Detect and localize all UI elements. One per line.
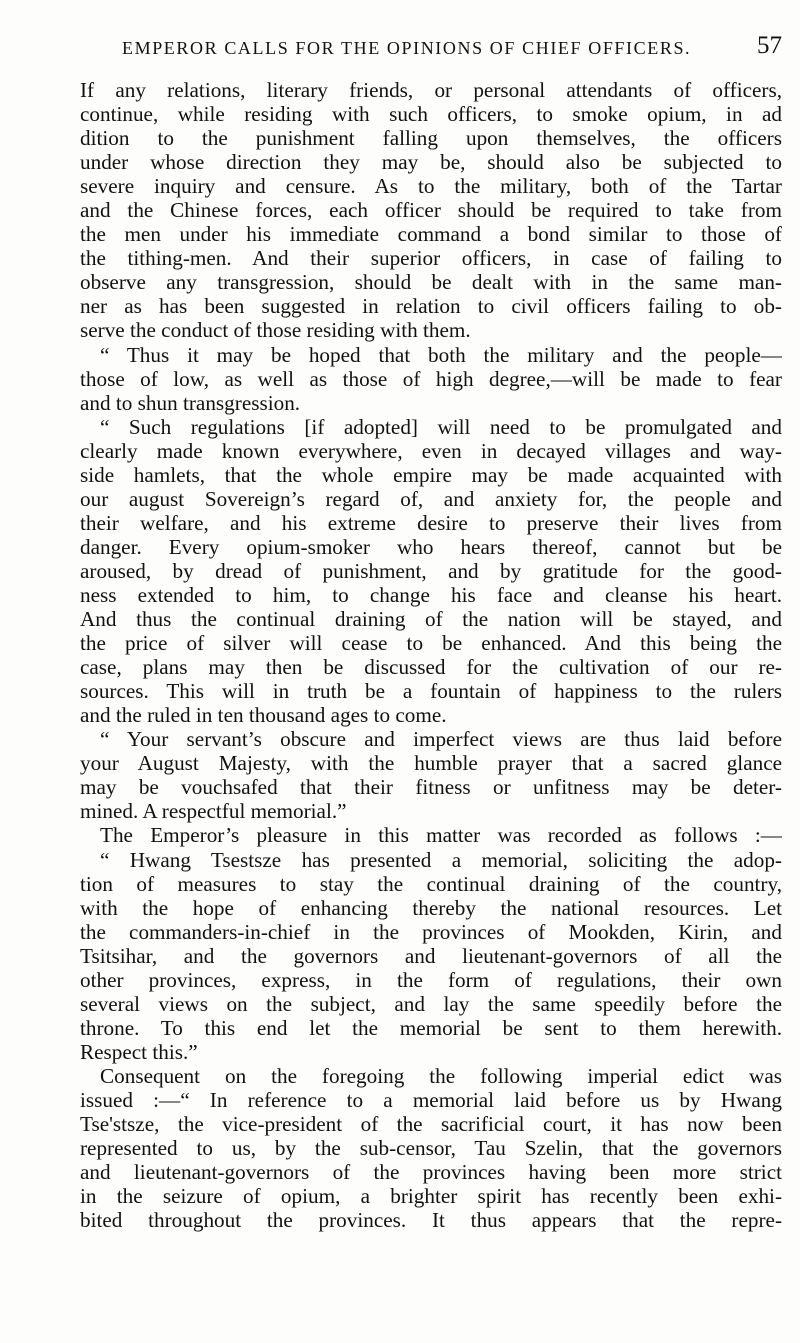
- text-line: serve the conduct of those residing with them.: [80, 318, 471, 343]
- text-line: Tsitsihar, and the governors and lieutenant-governors of all the: [80, 943, 782, 968]
- text-line: their welfare, and his extreme desire to preserve their lives from: [80, 510, 782, 535]
- text-line: “ Thus it may be hoped that both the military and the people—: [100, 342, 782, 367]
- text-line: and lieutenant-governors of the provinces having been more strict: [80, 1160, 782, 1185]
- text-line: danger. Every opium-smoker who hears thereof, cannot but be: [80, 534, 782, 559]
- text-line: severe inquiry and censure. As to the military, both of the Tartar: [80, 174, 782, 199]
- text-line: your August Majesty, with the humble prayer that a sacred glance: [80, 751, 782, 776]
- text-line: aroused, by dread of punishment, and by gratitude for the good-: [80, 558, 782, 583]
- text-line: clearly made known everywhere, even in decayed villages and way-: [80, 438, 782, 463]
- text-line: the commanders-in-chief in the provinces of Mookden, Kirin, and: [80, 919, 782, 944]
- text-line: And thus the continual draining of the nation will be stayed, and: [80, 607, 782, 632]
- text-line: “ Hwang Tsestsze has presented a memorial, soliciting the adop-: [100, 847, 782, 872]
- text-line: “ Such regulations [if adopted] will need to be promulgated and: [100, 414, 782, 439]
- text-line: Respect this.”: [80, 1039, 198, 1064]
- text-line: case, plans may then be discussed for the cultivation of our re-: [80, 655, 782, 680]
- text-line: sources. This will in truth be a fountain of happiness to the rulers: [80, 679, 782, 704]
- text-line: ness extended to him, to change his face and cleanse his heart.: [80, 582, 782, 607]
- text-line: and to shun transgression.: [80, 390, 301, 415]
- text-line: in the seizure of opium, a brighter spirit has recently been exhi-: [80, 1184, 782, 1209]
- text-line: our august Sovereign’s regard of, and anxiety for, the people and: [80, 486, 782, 511]
- text-line: represented to us, by the sub-censor, Tau Szelin, that the governors: [80, 1136, 782, 1161]
- text-line: observe any transgression, should be dealt with in the same man-: [80, 270, 782, 295]
- text-line: those of low, as well as those of high degree,—will be made to fear: [80, 366, 782, 391]
- text-line: continue, while residing with such officers, to smoke opium, in ad: [80, 102, 782, 127]
- text-line: mined. A respectful memorial.”: [80, 799, 347, 824]
- text-line: The Emperor’s pleasure in this matter was recorded as follows :—: [100, 823, 782, 848]
- text-line: under whose direction they may be, should also be subjected to: [80, 150, 782, 175]
- text-line: ner as has been suggested in relation to civil officers failing to ob-: [80, 294, 782, 319]
- text-line: with the hope of enhancing thereby the national resources. Let: [80, 895, 782, 920]
- text-line: bited throughout the provinces. It thus appears that the repre-: [80, 1208, 782, 1233]
- text-line: the price of silver will cease to be enhanced. And this being the: [80, 631, 782, 656]
- text-line: Tse'stsze, the vice-president of the sacrificial court, it has now been: [80, 1112, 782, 1137]
- text-line: issued :—“ In reference to a memorial laid before us by Hwang: [80, 1087, 782, 1112]
- text-line: the tithing-men. And their superior officers, in case of failing to: [80, 246, 782, 271]
- text-line: several views on the subject, and lay the same speedily before the: [80, 991, 782, 1016]
- text-line: other provinces, express, in the form of regulations, their own: [80, 967, 782, 992]
- text-line: and the Chinese forces, each officer should be required to take from: [80, 198, 782, 223]
- body-text: [80, 78, 782, 1232]
- running-head-title: EMPEROR CALLS FOR THE OPINIONS OF CHIEF OFFICERS.: [122, 38, 692, 58]
- text-line: throne. To this end let the memorial be sent to them herewith.: [80, 1015, 782, 1040]
- text-line: side hamlets, that the whole empire may be made acquainted with: [80, 462, 782, 487]
- page-number: 57: [757, 32, 782, 59]
- text-line: tion of measures to stay the continual draining of the country,: [80, 871, 782, 896]
- text-line: Consequent on the foregoing the following imperial edict was: [100, 1063, 782, 1088]
- text-line: the men under his immediate command a bond similar to those of: [80, 222, 782, 247]
- text-line: “ Your servant’s obscure and imperfect views are thus laid before: [100, 727, 782, 752]
- running-head: [82, 24, 782, 74]
- text-line: and the ruled in ten thousand ages to come.: [80, 703, 447, 728]
- text-line: If any relations, literary friends, or personal attendants of officers,: [80, 78, 782, 102]
- text-line: dition to the punishment falling upon themselves, the officers: [80, 126, 782, 151]
- text-line: may be vouchsafed that their fitness or unfitness may be deter-: [80, 775, 782, 800]
